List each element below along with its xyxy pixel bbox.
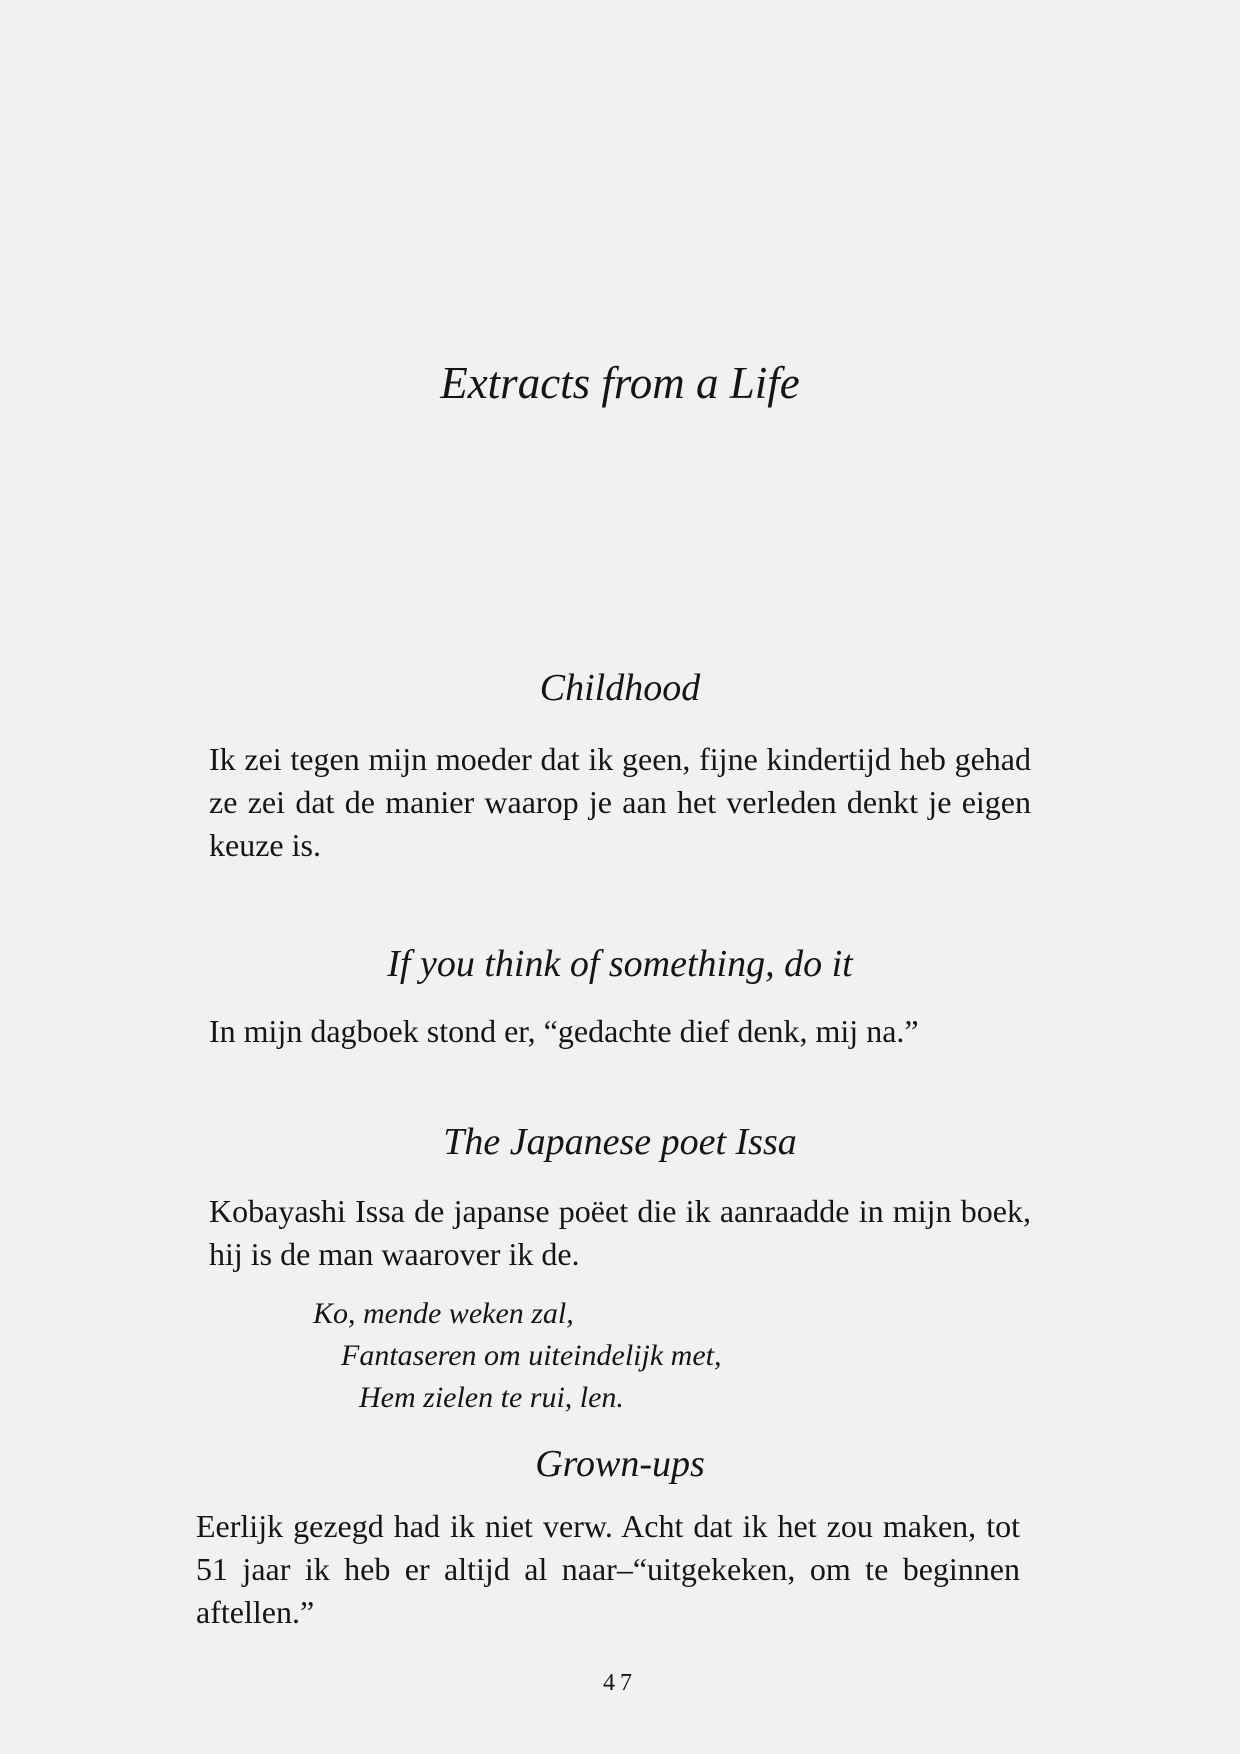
section-heading-think: If you think of something, do it [387, 943, 853, 985]
section-heading-issa: The Japanese poet Issa [443, 1121, 797, 1163]
section-paragraph-think: In mijn dagboek stond er, “gedachte dief denk, mij na.” [209, 1013, 919, 1049]
page-number: 47 [603, 1670, 637, 1696]
section-heading-grown-ups: Grown-ups [535, 1443, 705, 1485]
section-paragraph-issa: Kobayashi Issa de japanse poëet die ik aanraadde in mijn boek, hij is de man waarover ik de. [209, 1193, 1031, 1272]
section-paragraph-grown-ups: Eerlijk gezegd had ik niet verw. Acht dat ik het zou maken, tot 51 jaar ik heb er altijd al naar–“uitgekeken, om te beginnen aftellen.” [196, 1508, 1020, 1630]
haiku-poem [0, 1294, 1240, 1420]
section-heading-childhood: Childhood [539, 667, 701, 709]
poem-line: Fantaseren om uiteindelijk met, [341, 1339, 722, 1372]
page-title: Extracts from a Life [440, 358, 800, 408]
poem-line: Ko, mende weken zal, [313, 1297, 574, 1330]
section-paragraph-childhood: Ik zei tegen mijn moeder dat ik geen, fijne kindertijd heb gehad ze zei dat de manier waarop je aan het verleden denkt je eigen keuze is. [209, 741, 1031, 863]
poem-line: Hem zielen te rui, len. [359, 1381, 624, 1414]
